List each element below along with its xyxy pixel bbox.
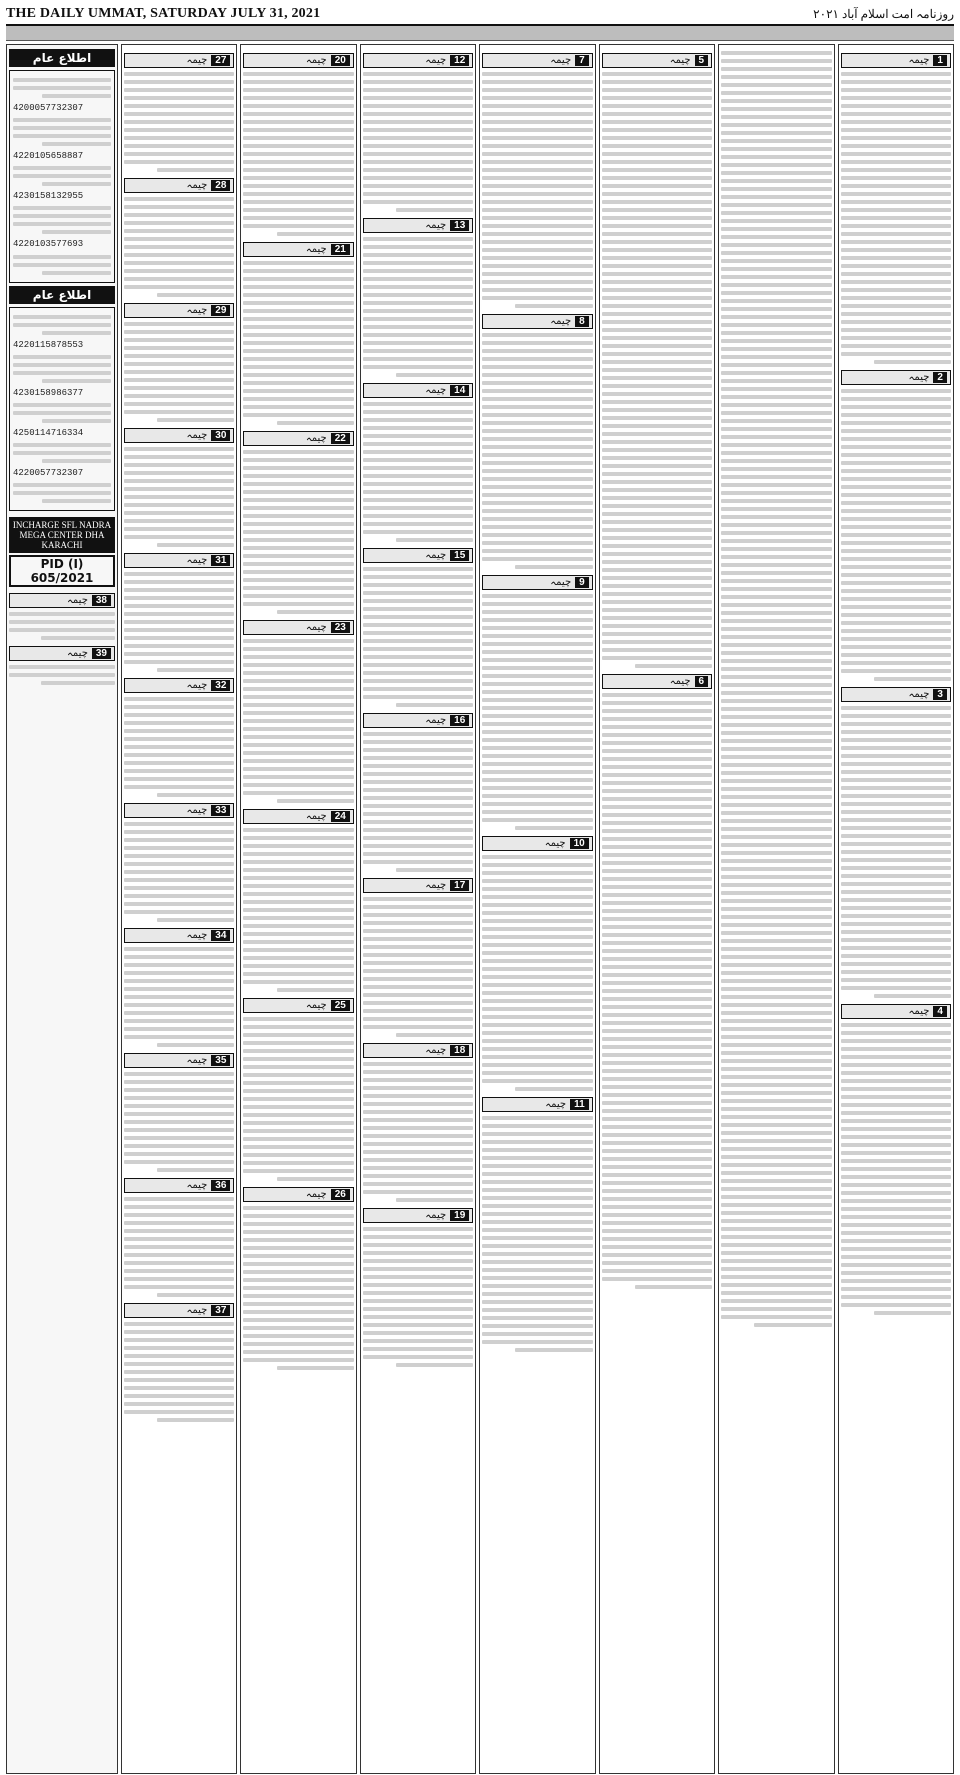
item-number: 12 <box>450 55 469 66</box>
item-number: 3 <box>933 689 947 700</box>
cnic-number: 4230158986377 <box>13 387 84 398</box>
column <box>479 44 595 1774</box>
item-number: 28 <box>211 180 230 191</box>
list-item <box>124 1053 234 1172</box>
list-item <box>124 553 234 672</box>
item-label: چیمہ <box>67 595 88 607</box>
notice-heading: اطلاع عام <box>9 49 115 67</box>
item-number: 16 <box>450 715 469 726</box>
list-item <box>363 383 473 542</box>
column <box>599 44 715 1774</box>
item-label: چیمہ <box>550 577 572 588</box>
list-item <box>124 803 234 922</box>
item-number: 14 <box>450 385 469 396</box>
list-item <box>124 1303 234 1422</box>
item-number: 11 <box>570 1099 589 1110</box>
list-item <box>124 53 234 172</box>
list-item <box>482 314 592 569</box>
list-item <box>124 678 234 797</box>
list-item <box>363 878 473 1037</box>
list-item <box>363 218 473 377</box>
item-label: چیمہ <box>550 55 572 66</box>
item-number: 38 <box>92 595 111 606</box>
list-item <box>243 53 353 236</box>
list-item <box>602 674 712 1289</box>
item-label: چیمہ <box>186 930 208 941</box>
item-label: چیمہ <box>305 811 327 822</box>
item-label: چیمہ <box>186 1180 208 1191</box>
item-number: 10 <box>570 838 589 849</box>
list-item <box>363 1208 473 1367</box>
list-item <box>9 593 115 640</box>
list-item <box>243 242 353 425</box>
item-label: چیمہ <box>425 385 447 396</box>
list-item <box>243 431 353 614</box>
item-label: چیمہ <box>545 1099 567 1110</box>
item-number: 24 <box>331 811 350 822</box>
item-number: 29 <box>211 305 230 316</box>
cnic-number: 4250114716334 <box>13 427 84 438</box>
list-item <box>243 809 353 992</box>
list-item <box>482 1097 592 1352</box>
item-number: 23 <box>331 622 350 633</box>
column <box>360 44 476 1774</box>
item-label: چیمہ <box>186 180 208 191</box>
masthead <box>6 4 954 26</box>
list-item <box>243 620 353 803</box>
item-label: چیمہ <box>544 838 566 849</box>
notices-column <box>6 44 118 1774</box>
item-number: 36 <box>211 1180 230 1191</box>
list-item <box>124 428 234 547</box>
item-label: چیمہ <box>425 715 447 726</box>
item-number: 6 <box>695 676 709 687</box>
item-number: 18 <box>450 1045 469 1056</box>
item-label: چیمہ <box>186 430 208 441</box>
masthead-urdu-title: روزنامہ امت اسلام آباد ۲۰۲۱ <box>813 6 954 21</box>
item-label: چیمہ <box>908 55 930 66</box>
cnic-number: 4200057732307 <box>13 103 84 113</box>
cnic-number: 4230158132955 <box>13 191 84 202</box>
item-number: 26 <box>331 1189 350 1200</box>
item-number: 37 <box>211 1305 230 1316</box>
item-number: 34 <box>211 930 230 941</box>
item-number: 25 <box>331 1000 350 1011</box>
item-label: چیمہ <box>425 550 447 561</box>
list-item <box>243 1187 353 1370</box>
list-item <box>482 836 592 1091</box>
item-label: چیمہ <box>669 55 691 66</box>
list-item <box>482 575 592 830</box>
notice-box <box>9 307 115 512</box>
list-item <box>841 53 951 364</box>
item-label: چیمہ <box>186 680 208 691</box>
item-label: چیمہ <box>425 880 447 891</box>
notice-heading: اطلاع عام <box>9 286 115 304</box>
item-number: 31 <box>211 555 230 566</box>
list-item <box>9 646 115 685</box>
item-label: چیمہ <box>425 1210 447 1221</box>
item-number: 35 <box>211 1055 230 1066</box>
list-item <box>124 178 234 297</box>
item-number: 8 <box>575 316 589 327</box>
item-label: چیمہ <box>305 244 327 255</box>
list-item <box>482 53 592 308</box>
list-item <box>602 53 712 668</box>
cnic-number: 4220115878553 <box>13 339 84 350</box>
item-number: 21 <box>331 244 350 255</box>
item-number: 7 <box>575 55 589 66</box>
list-item <box>124 1178 234 1297</box>
column <box>838 44 954 1774</box>
item-number: 30 <box>211 430 230 441</box>
item-label: چیمہ <box>425 1045 447 1056</box>
item-number: 1 <box>933 55 947 66</box>
list-item <box>363 713 473 872</box>
columns <box>6 44 954 1774</box>
pid-number: PID (I) 605/2021 <box>9 555 115 587</box>
item-label: چیمہ <box>908 689 930 700</box>
item-number: 27 <box>211 55 230 66</box>
cnic-number: 4220105658887 <box>13 151 84 162</box>
item-number: 19 <box>450 1210 469 1221</box>
item-label: چیمہ <box>67 648 88 660</box>
header-band <box>6 26 954 41</box>
item-label: چیمہ <box>305 1000 327 1011</box>
item-number: 32 <box>211 680 230 691</box>
list-item <box>363 53 473 212</box>
item-label: چیمہ <box>669 676 691 687</box>
item-number: 5 <box>695 55 709 66</box>
item-number: 33 <box>211 805 230 816</box>
item-number: 4 <box>933 1006 947 1017</box>
item-label: چیمہ <box>186 1055 208 1066</box>
item-label: چیمہ <box>425 55 447 66</box>
item-label: چیمہ <box>305 433 327 444</box>
item-label: چیمہ <box>425 220 447 231</box>
item-label: چیمہ <box>305 622 327 633</box>
item-label: چیمہ <box>908 372 930 383</box>
column <box>240 44 356 1774</box>
item-label: چیمہ <box>186 55 208 66</box>
list-item <box>363 1043 473 1202</box>
item-number: 9 <box>575 577 589 588</box>
column <box>718 44 834 1774</box>
cnic-number: 4220057732307 <box>13 467 84 478</box>
item-label: چیمہ <box>550 316 572 327</box>
item-number: 39 <box>92 648 111 659</box>
item-number: 22 <box>331 433 350 444</box>
list-item <box>243 998 353 1181</box>
item-label: چیمہ <box>186 805 208 816</box>
list-item <box>124 303 234 422</box>
item-label: چیمہ <box>186 555 208 566</box>
column <box>121 44 237 1774</box>
item-number: 20 <box>331 55 350 66</box>
item-number: 15 <box>450 550 469 561</box>
cnic-number: 4220103577693 <box>13 239 84 250</box>
nadra-incharge: INCHARGE SFL NADRA MEGA CENTER DHA KARACHI <box>9 517 115 553</box>
list-item <box>841 687 951 998</box>
list-item <box>841 370 951 681</box>
masthead-title: THE DAILY UMMAT, SATURDAY JULY 31, 2021 <box>6 6 321 21</box>
list-item <box>124 928 234 1047</box>
item-label: چیمہ <box>186 305 208 316</box>
item-number: 17 <box>450 880 469 891</box>
list-item <box>841 1004 951 1315</box>
item-label: چیمہ <box>305 55 327 66</box>
item-label: چیمہ <box>186 1305 208 1316</box>
notice-box <box>9 70 115 283</box>
item-label: چیمہ <box>908 1006 930 1017</box>
item-number: 2 <box>933 372 947 383</box>
item-label: چیمہ <box>305 1189 327 1200</box>
item-number: 13 <box>450 220 469 231</box>
list-item <box>363 548 473 707</box>
